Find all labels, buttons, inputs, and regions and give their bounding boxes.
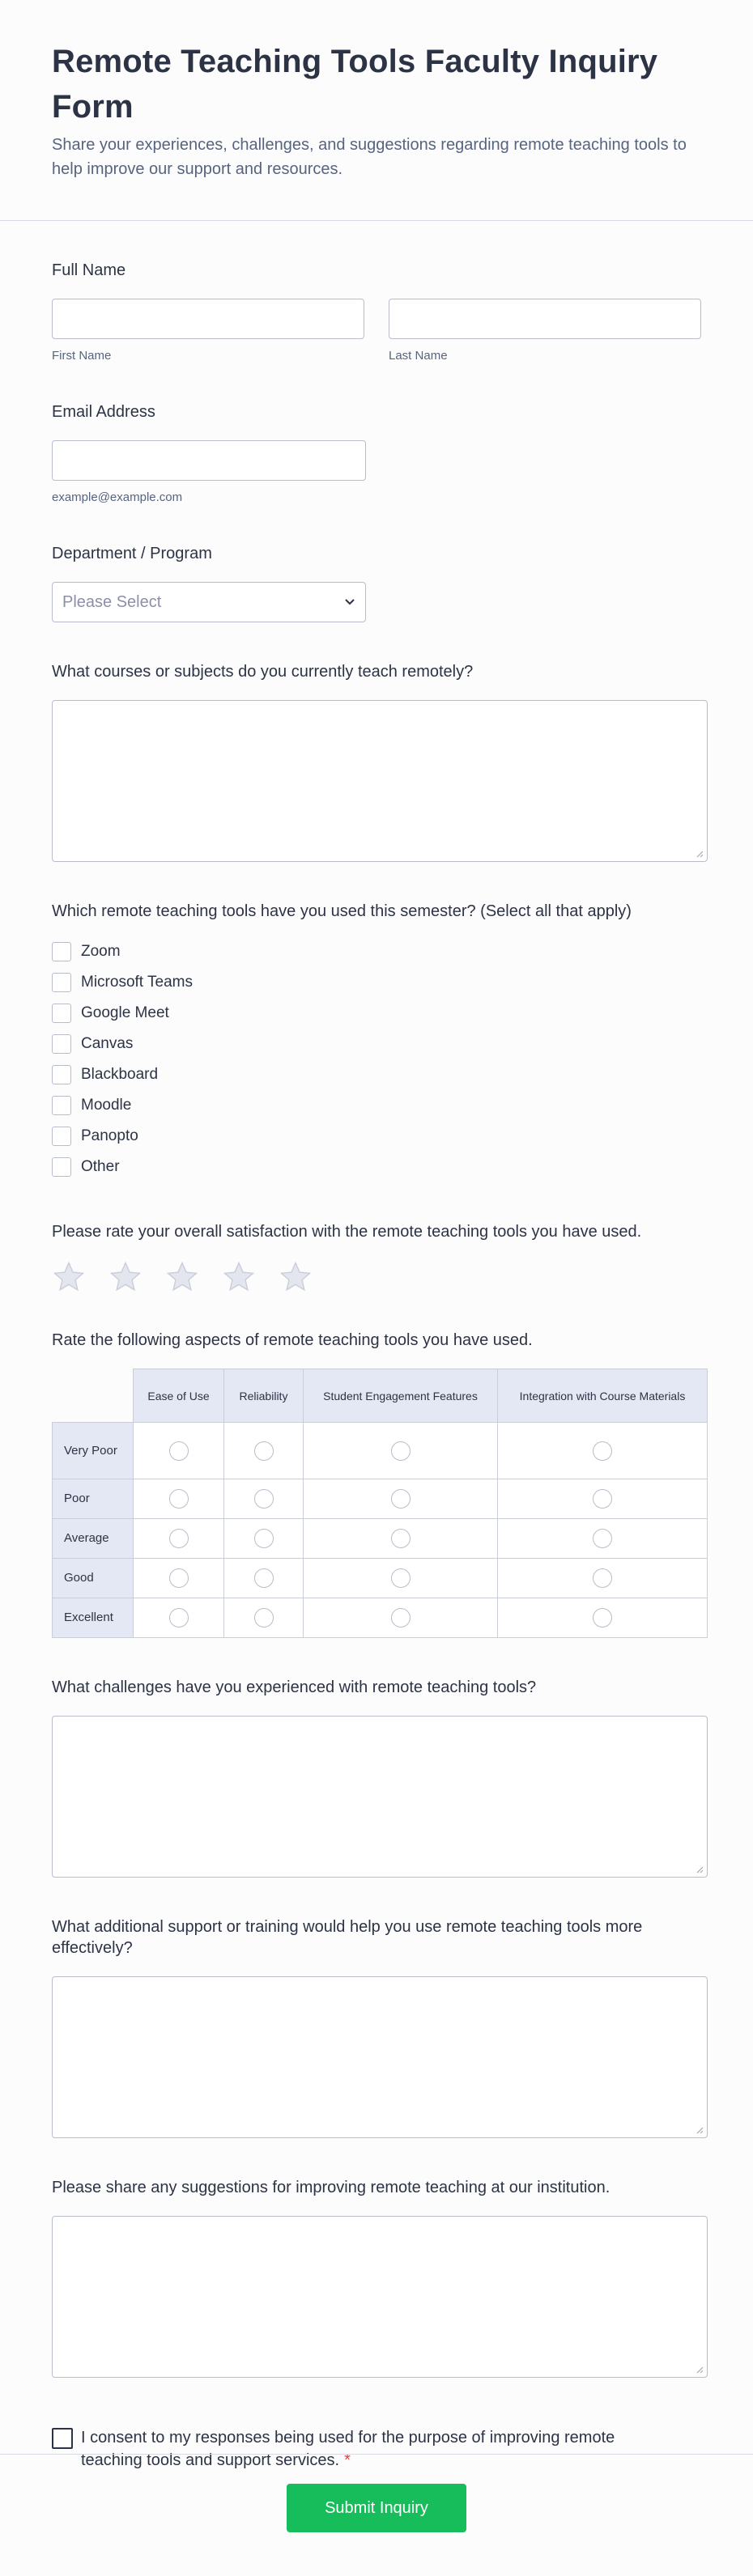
- star-icon[interactable]: [52, 1260, 86, 1294]
- matrix-col-integration: Integration with Course Materials: [498, 1369, 708, 1423]
- email-sublabel: example@example.com: [52, 490, 183, 504]
- tool-option-microsoft-teams[interactable]: Microsoft Teams: [52, 967, 701, 998]
- radio-button[interactable]: [391, 1568, 411, 1588]
- suggestions-field: [52, 2177, 701, 2378]
- submit-button[interactable]: Submit Inquiry: [287, 2484, 466, 2532]
- radio-button[interactable]: [254, 1489, 274, 1509]
- checkbox[interactable]: [52, 1034, 71, 1054]
- matrix-label: Rate the following aspects of remote teaching tools you have used.: [52, 1331, 533, 1349]
- radio-button[interactable]: [169, 1568, 189, 1588]
- radio-button[interactable]: [254, 1529, 274, 1548]
- tool-option-zoom[interactable]: Zoom: [52, 936, 701, 967]
- matrix-corner: [53, 1369, 134, 1423]
- star-icon[interactable]: [279, 1260, 313, 1294]
- form-title: Remote Teaching Tools Faculty Inquiry Form: [52, 44, 658, 125]
- tool-option-moodle[interactable]: Moodle: [52, 1090, 701, 1121]
- checkbox[interactable]: [52, 1004, 71, 1023]
- matrix-row-label: Poor: [53, 1479, 134, 1519]
- tool-option-panopto[interactable]: Panopto: [52, 1121, 701, 1152]
- email-field: [52, 401, 701, 504]
- courses-textarea[interactable]: [52, 700, 708, 862]
- department-placeholder: Please Select: [62, 592, 162, 611]
- radio-button[interactable]: [593, 1529, 612, 1548]
- consent-checkbox[interactable]: [52, 2428, 73, 2449]
- tool-option-google-meet[interactable]: Google Meet: [52, 998, 701, 1029]
- department-field: [52, 543, 701, 622]
- satisfaction-field: [52, 1221, 701, 1294]
- challenges-label: What challenges have you experienced with remote teaching tools?: [52, 1678, 537, 1696]
- matrix-row-very-poor: [53, 1423, 708, 1479]
- radio-button[interactable]: [391, 1441, 411, 1461]
- radio-button[interactable]: [254, 1568, 274, 1588]
- radio-button[interactable]: [593, 1489, 612, 1509]
- checkbox[interactable]: [52, 1127, 71, 1146]
- matrix-col-reliability: Reliability: [224, 1369, 304, 1423]
- resize-handle-icon[interactable]: [696, 2366, 704, 2374]
- tool-option-blackboard[interactable]: Blackboard: [52, 1059, 701, 1090]
- support-textarea[interactable]: [52, 1976, 708, 2138]
- matrix-row-label: Good: [53, 1559, 134, 1598]
- checkbox[interactable]: [52, 1065, 71, 1084]
- matrix-row-average: [53, 1519, 708, 1559]
- matrix-col-ease-of-use: Ease of Use: [134, 1369, 224, 1423]
- checkbox[interactable]: [52, 1096, 71, 1115]
- star-icon[interactable]: [108, 1260, 143, 1294]
- department-select[interactable]: [52, 582, 366, 622]
- resize-handle-icon[interactable]: [696, 2126, 704, 2134]
- consent-text: I consent to my responses being used for the purpose of improving remote teaching tools and support services.: [81, 2429, 615, 2469]
- department-label: Department / Program: [52, 545, 212, 562]
- checkbox[interactable]: [52, 1157, 71, 1177]
- star-icon[interactable]: [165, 1260, 199, 1294]
- radio-button[interactable]: [169, 1529, 189, 1548]
- tools-label: Which remote teaching tools have you used this semester? (Select all that apply): [52, 902, 632, 920]
- email-label: Email Address: [52, 403, 155, 421]
- matrix-row-poor: [53, 1479, 708, 1519]
- satisfaction-label: Please rate your overall satisfaction with the remote teaching tools you have used.: [52, 1223, 642, 1241]
- courses-field: [52, 661, 701, 862]
- resize-handle-icon[interactable]: [696, 850, 704, 858]
- checkbox[interactable]: [52, 942, 71, 961]
- full-name-label: Full Name: [52, 261, 126, 279]
- radio-button[interactable]: [391, 1529, 411, 1548]
- matrix-row-label: Very Poor: [53, 1423, 134, 1479]
- radio-button[interactable]: [169, 1489, 189, 1509]
- form-footer: [0, 2454, 753, 2576]
- radio-button[interactable]: [254, 1608, 274, 1628]
- star-rating: [52, 1260, 701, 1294]
- email-input[interactable]: [52, 440, 366, 481]
- full-name-field: [52, 260, 701, 363]
- rating-matrix: [52, 1369, 708, 1638]
- required-mark: *: [344, 2451, 351, 2469]
- radio-button[interactable]: [593, 1441, 612, 1461]
- last-name-input[interactable]: [389, 299, 701, 339]
- chevron-down-icon: [344, 598, 355, 606]
- star-icon[interactable]: [222, 1260, 256, 1294]
- radio-button[interactable]: [169, 1441, 189, 1461]
- last-name-sublabel: Last Name: [389, 349, 448, 363]
- radio-button[interactable]: [169, 1608, 189, 1628]
- radio-button[interactable]: [593, 1568, 612, 1588]
- matrix-row-label: Average: [53, 1519, 134, 1559]
- form-body: [0, 260, 753, 2472]
- tool-option-other[interactable]: Other: [52, 1152, 701, 1182]
- radio-button[interactable]: [593, 1608, 612, 1628]
- first-name-input[interactable]: [52, 299, 364, 339]
- suggestions-textarea[interactable]: [52, 2216, 708, 2378]
- suggestions-label: Please share any suggestions for improving remote teaching at our institution.: [52, 2179, 610, 2196]
- courses-label: What courses or subjects do you currently teach remotely?: [52, 663, 474, 681]
- challenges-field: [52, 1677, 701, 1878]
- tool-option-canvas[interactable]: Canvas: [52, 1029, 701, 1059]
- checkbox[interactable]: [52, 973, 71, 992]
- challenges-textarea[interactable]: [52, 1716, 708, 1878]
- first-name-sublabel: First Name: [52, 349, 112, 363]
- matrix-col-student-engagement: Student Engagement Features: [304, 1369, 498, 1423]
- tools-field: [52, 901, 701, 1182]
- resize-handle-icon[interactable]: [696, 1865, 704, 1874]
- matrix-row-label: Excellent: [53, 1598, 134, 1638]
- radio-button[interactable]: [391, 1489, 411, 1509]
- radio-button[interactable]: [254, 1441, 274, 1461]
- form-subtitle: Share your experiences, challenges, and suggestions regarding remote teaching tools to help improve our support and resources.: [52, 136, 687, 178]
- support-label: What additional support or training would help you use remote teaching tools more effectively?: [52, 1918, 643, 1957]
- support-field: [52, 1916, 701, 2138]
- matrix-field: [52, 1330, 701, 1638]
- radio-button[interactable]: [391, 1608, 411, 1628]
- matrix-row-excellent: [53, 1598, 708, 1638]
- form-header: [0, 0, 753, 221]
- matrix-row-good: [53, 1559, 708, 1598]
- tools-checkbox-list: [52, 936, 701, 1182]
